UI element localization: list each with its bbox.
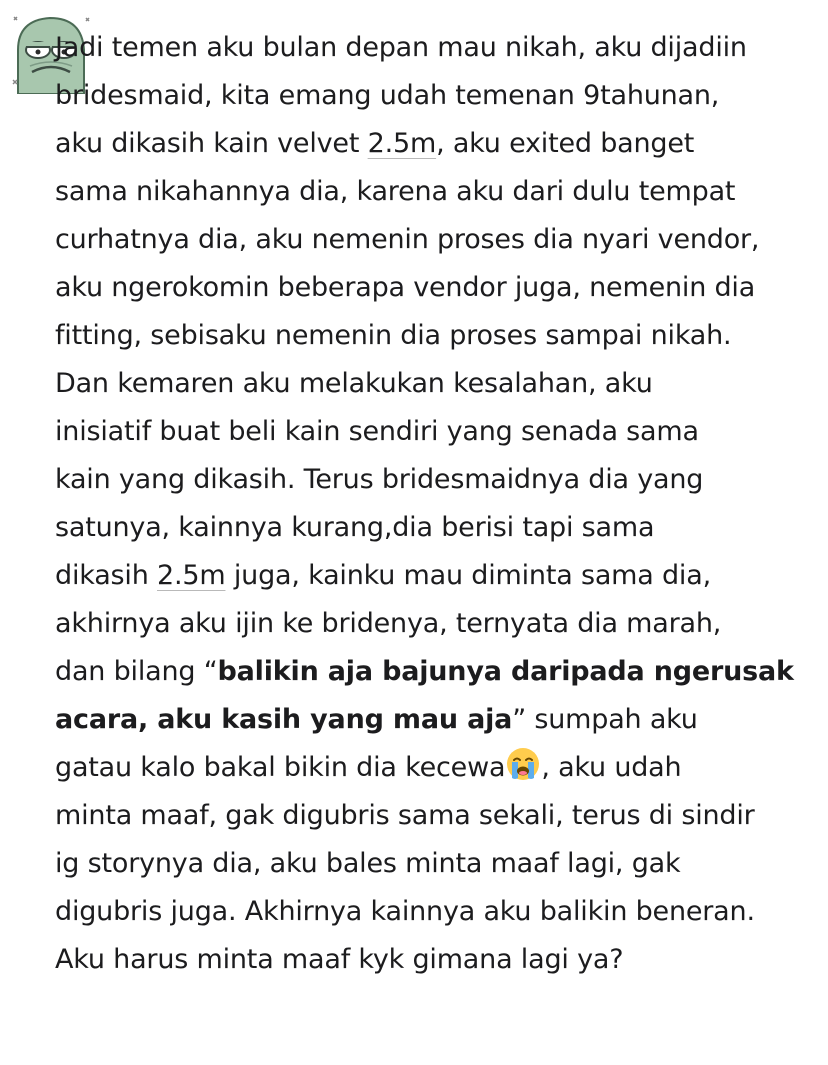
note-text: curhatnya dia, aku nemenin proses dia nyari vendor, [55, 224, 760, 255]
note-line [55, 888, 795, 936]
note-line [55, 840, 795, 888]
note-line [55, 696, 795, 744]
note-text: fitting, sebisaku nemenin dia proses sampai nikah. [55, 320, 732, 351]
note-body [55, 24, 795, 984]
detected-measurement-link[interactable]: 2.5m [367, 128, 437, 159]
note-line [55, 168, 795, 216]
note-line [55, 312, 795, 360]
note-line [55, 360, 795, 408]
note-line [55, 120, 795, 168]
note-text: minta maaf, gak digubris sama sekali, terus di sindir [55, 800, 755, 831]
note-text: gatau kalo bakal bikin dia kecewa [55, 752, 506, 783]
note-text: kain yang dikasih. Terus bridesmaidnya dia yang [55, 464, 704, 495]
note-line [55, 600, 795, 648]
note-line [55, 264, 795, 312]
note-text: bridesmaid, kita emang udah temenan 9tahunan, [55, 80, 720, 111]
note-text: dikasih [55, 560, 158, 591]
note-text: Jadi temen aku bulan depan mau nikah, aku dijadiin [55, 32, 747, 63]
note-line [55, 936, 795, 984]
note-text: ig storynya dia, aku bales minta maaf lagi, gak [55, 848, 681, 879]
note-line [55, 792, 795, 840]
note-text: , aku udah [541, 752, 682, 783]
note-line [55, 552, 795, 600]
crying-face-icon [505, 746, 541, 782]
note-text: dan bilang “ [55, 656, 218, 687]
note-line [55, 744, 795, 792]
note-text: ” sumpah aku [512, 704, 698, 735]
note-line [55, 24, 795, 72]
note-text: satunya, kainnya kurang,dia berisi tapi sama [55, 512, 655, 543]
note-text: Aku harus minta maaf kyk gimana lagi ya? [55, 944, 624, 975]
note-text: sama nikahannya dia, karena aku dari dulu tempat [55, 176, 736, 207]
note-line [55, 408, 795, 456]
note-text: aku dikasih kain velvet [55, 128, 368, 159]
note-text: akhirnya aku ijin ke bridenya, ternyata dia marah, [55, 608, 722, 639]
bold-quote-text: balikin aja bajunya daripada ngerusak [217, 656, 794, 687]
note-text: inisiatif buat beli kain sendiri yang senada sama [55, 416, 699, 447]
bold-quote-text: acara, aku kasih yang mau aja [55, 704, 513, 735]
note-line [55, 648, 795, 696]
note-line [55, 504, 795, 552]
note-text: juga, kainku mau diminta sama dia, [225, 560, 711, 591]
detected-measurement-link[interactable]: 2.5m [157, 560, 226, 591]
note-text: , aku exited banget [436, 128, 695, 159]
note-text: digubris juga. Akhirnya kainnya aku balikin beneran. [55, 896, 755, 927]
note-text: aku ngerokomin beberapa vendor juga, nemenin dia [55, 272, 756, 303]
note-line [55, 456, 795, 504]
note-text: Dan kemaren aku melakukan kesalahan, aku [55, 368, 653, 399]
note-line [55, 216, 795, 264]
note-line [55, 72, 795, 120]
